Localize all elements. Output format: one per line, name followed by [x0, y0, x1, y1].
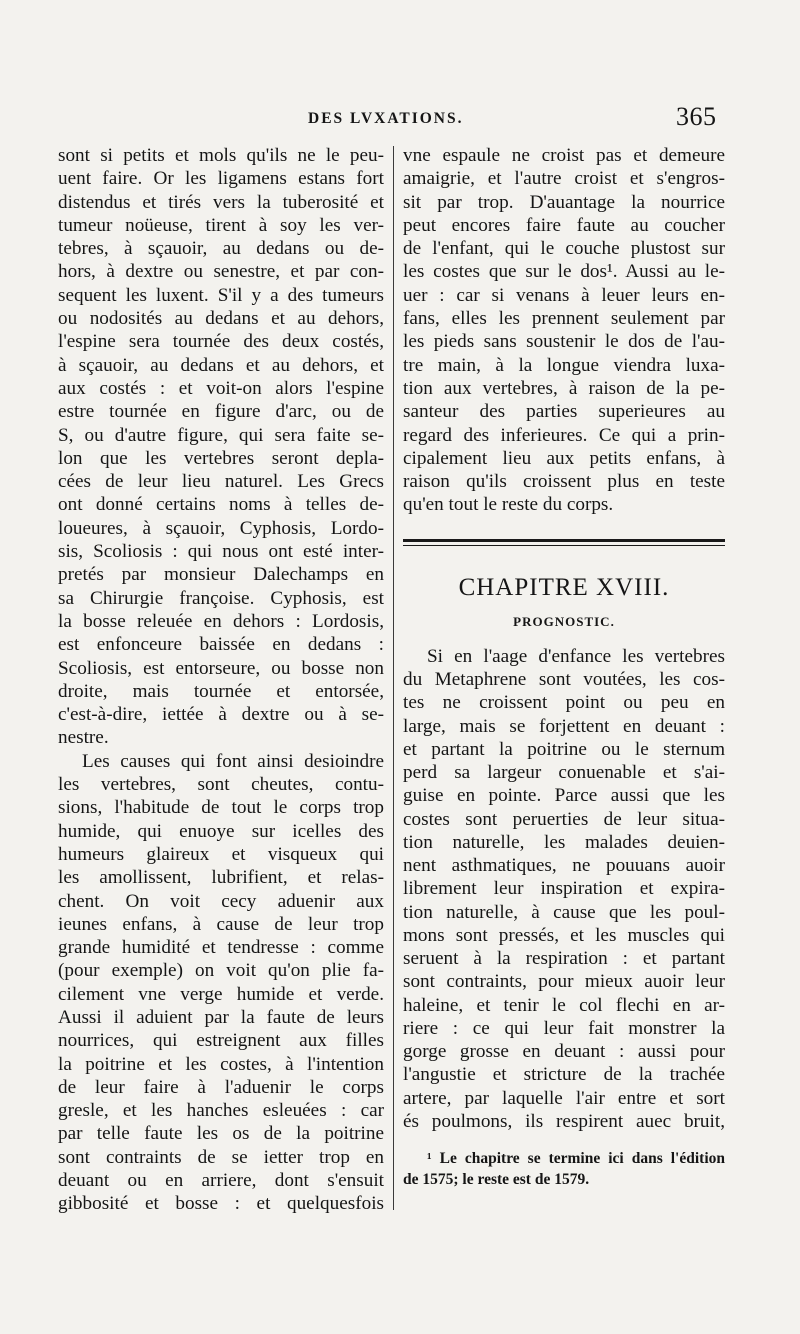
text-line: tion aux vertebres, à raison de la pe- [403, 377, 725, 399]
text-line: nourrices, qui estreignent aux filles [58, 1030, 384, 1052]
separator-thin-rule [403, 545, 725, 546]
text-line: (pour exemple) on voit qu'on plie fa- [58, 960, 384, 982]
text-line: Les causes qui font ainsi desioindre [82, 750, 384, 772]
text-line: sont si petits et mols qu'ils ne le peu- [58, 145, 384, 166]
text-line: sequent les luxent. S'il y a des tumeurs [58, 284, 384, 306]
text-line: Aussi il aduient par la faute de leurs [58, 1006, 384, 1028]
text-line: haleine, et tenir le col flechi en ar- [403, 994, 725, 1016]
text-line: cées de leur lieu naturel. Les Grecs [58, 471, 384, 493]
text-line: ieunes enfans, à cause de leur trop [58, 913, 384, 935]
text-line: sit par trop. D'auantage la nourrice [403, 191, 725, 213]
text-line: uent faire. Or les ligamens estans fort [58, 168, 384, 190]
text-line: riere : ce qui leur fait monstrer la [403, 1017, 725, 1039]
text-line: droite, mais tournée et entorsée, [58, 680, 384, 702]
text-line: la bosse releuée en dehors : Lordosis, [58, 610, 384, 632]
text-line: estre tournée en figure d'arc, ou de [58, 401, 384, 423]
text-line: cilement vne verge humide et verde. [58, 983, 384, 1005]
text-line: les vertebres, sont cheutes, contu- [58, 774, 384, 796]
paragraph-right-1 [403, 144, 725, 517]
paragraph-left-1 [58, 144, 384, 750]
text-line: gresle, et les hanches esleuées : car [58, 1100, 384, 1122]
text-line: de leur faire à l'aduenir le corps [58, 1076, 384, 1098]
text-line: fans, elles les prennent seulement par [403, 308, 725, 330]
text-line: raison qu'ils croissent plus en teste [403, 471, 725, 493]
text-line: vne espaule ne croist pas et demeure [403, 145, 725, 166]
text-line: tion naturelle, les malades deuien- [403, 831, 725, 853]
text-line: amaigrie, et l'autre croist et s'engros- [403, 168, 725, 190]
text-line: chent. On voit cecy aduenir aux [58, 890, 384, 912]
text-line: nestre. [58, 727, 109, 749]
text-line: les amollissent, lubrifient, et relas- [58, 867, 384, 889]
text-line: és poulmons, ils respirent auec bruit, [403, 1110, 725, 1132]
text-line: de l'enfant, qui le couche plustost sur [403, 238, 725, 260]
text-line: Si en l'aage d'enfance les vertebres [427, 645, 725, 667]
text-line: sis, Scoliosis : qui nous ont esté inter- [58, 541, 384, 563]
text-line: nent asthmatiques, ne pouuans auoir [403, 855, 725, 876]
section-label: PROGNOSTIC. [513, 613, 615, 629]
text-line: et partant la poitrine ou le sternum [403, 738, 725, 760]
text-line: tion naturelle, à cause que les poul- [403, 901, 725, 923]
text-line: santeur des parties superieures au [403, 401, 725, 423]
text-line: sa Chirurgie françoise. Cyphosis, est [58, 587, 384, 609]
text-line: tre main, à la longue viendra luxa- [403, 354, 725, 376]
text-line: c'est-à-dire, iettée à dextre ou à se- [58, 704, 384, 726]
footnote-line: ¹ Le chapitre se termine ici dans l'édition [427, 1150, 725, 1167]
text-line: seruent à la respiration : et partant [403, 948, 725, 969]
text-line: est enfonceure baissée en dedans : [58, 634, 384, 656]
text-line: les costes que sur le dos¹. Aussi au le- [403, 261, 725, 283]
text-line: peut encores faire faute au coucher [403, 214, 725, 236]
left-column [58, 144, 384, 1216]
text-line: grande humidité et tendresse : comme [58, 937, 384, 959]
text-line: cipalement lieu aux petits enfans, à [403, 447, 725, 469]
text-line: deuant ou en arriere, dont s'ensuit [58, 1170, 384, 1192]
text-line: gibbosité et bosse : et quelquesfois [58, 1193, 384, 1215]
text-line: la poitrine et les costes, à l'intention [58, 1053, 384, 1075]
text-line: sont contraints de se ietter trop en [58, 1146, 384, 1168]
paragraph-left-2 [58, 750, 384, 1216]
text-line: guise en pointe. Parce aussi que les [403, 785, 725, 807]
text-line: Scoliosis, est entorseure, ou bosse non [58, 657, 384, 679]
text-line: aux costés : et voit-on alors l'espine [58, 377, 384, 399]
separator-thick-rule [403, 539, 725, 542]
text-line: ou nodosités au dedans et au dehors, [58, 308, 384, 330]
text-line: uer : car si venans à leuer leurs en- [403, 284, 725, 306]
text-line: tebres, à sçauoir, au dedans ou de- [58, 238, 384, 260]
text-line: mons sont pressés, et les muscles qui [403, 924, 725, 946]
text-line: qu'en tout le reste du corps. [403, 494, 614, 516]
chapter-body [403, 645, 725, 1133]
text-line: S, ou d'autre figure, qui sera faite se- [58, 424, 384, 446]
text-line: les pieds sans soustenir le dos de l'au- [403, 331, 725, 353]
text-line: artere, par laquelle l'air entre et sort [403, 1087, 725, 1109]
text-line: l'espine sera tournée des deux costés, [58, 331, 384, 353]
footnote [403, 1148, 725, 1190]
text-line: à sçauoir, au dedans et au dehors, et [58, 354, 384, 376]
text-line: hors, à dextre ou senestre, et par con- [58, 261, 384, 283]
text-line: tumeur noüeuse, tirent à soy les ver- [58, 214, 384, 236]
text-line: pretés par monsieur Dalechamps en [58, 564, 384, 586]
text-line: costes sont peruerties de leur situa- [403, 808, 725, 830]
text-line: humeurs glaireux et visqueux qui [58, 843, 384, 865]
text-line: sont contraints, pour mieux auoir leur [403, 971, 725, 993]
text-line: par telle faute les os de la poitrine [58, 1123, 384, 1145]
footnote-line: de 1575; le reste est de 1579. [403, 1171, 590, 1188]
text-line: distendus et tirés vers la tuberosité et [58, 191, 384, 213]
text-line: ont donné certains noms à telles de- [58, 494, 384, 516]
text-line: tes ne croissent point ou peu en [403, 692, 725, 714]
text-line: large, mais se forjettent en deuant : [403, 715, 725, 737]
page-number: 365 [676, 102, 717, 131]
text-line: perd sa largeur conuenable et s'ai- [403, 762, 725, 783]
column-divider [393, 146, 394, 1210]
text-line: loueures, à sçauoir, Cyphosis, Lordo- [58, 517, 384, 539]
text-line: librement leur inspiration et expira- [403, 878, 725, 900]
chapter-title: CHAPITRE XVIII. [458, 573, 670, 601]
right-column [403, 144, 725, 1190]
text-line: gorge grosse en deuant : aussi pour [403, 1041, 725, 1062]
text-line: sions, l'habitude de tout le corps trop [58, 797, 384, 819]
text-line: regard des inferieures. Ce qui a prin- [403, 424, 725, 446]
text-line: lon que les vertebres seront depla- [58, 447, 384, 469]
text-line: humide, qui enuoye sur icelles des [58, 820, 384, 842]
page-header [0, 104, 800, 138]
chapter-separator [403, 539, 725, 546]
running-head: DES LVXATIONS. [308, 110, 464, 127]
text-line: du Metaphrene sont voutées, les cos- [403, 669, 725, 690]
text-line: l'angustie et stricture de la trachée [403, 1064, 725, 1086]
